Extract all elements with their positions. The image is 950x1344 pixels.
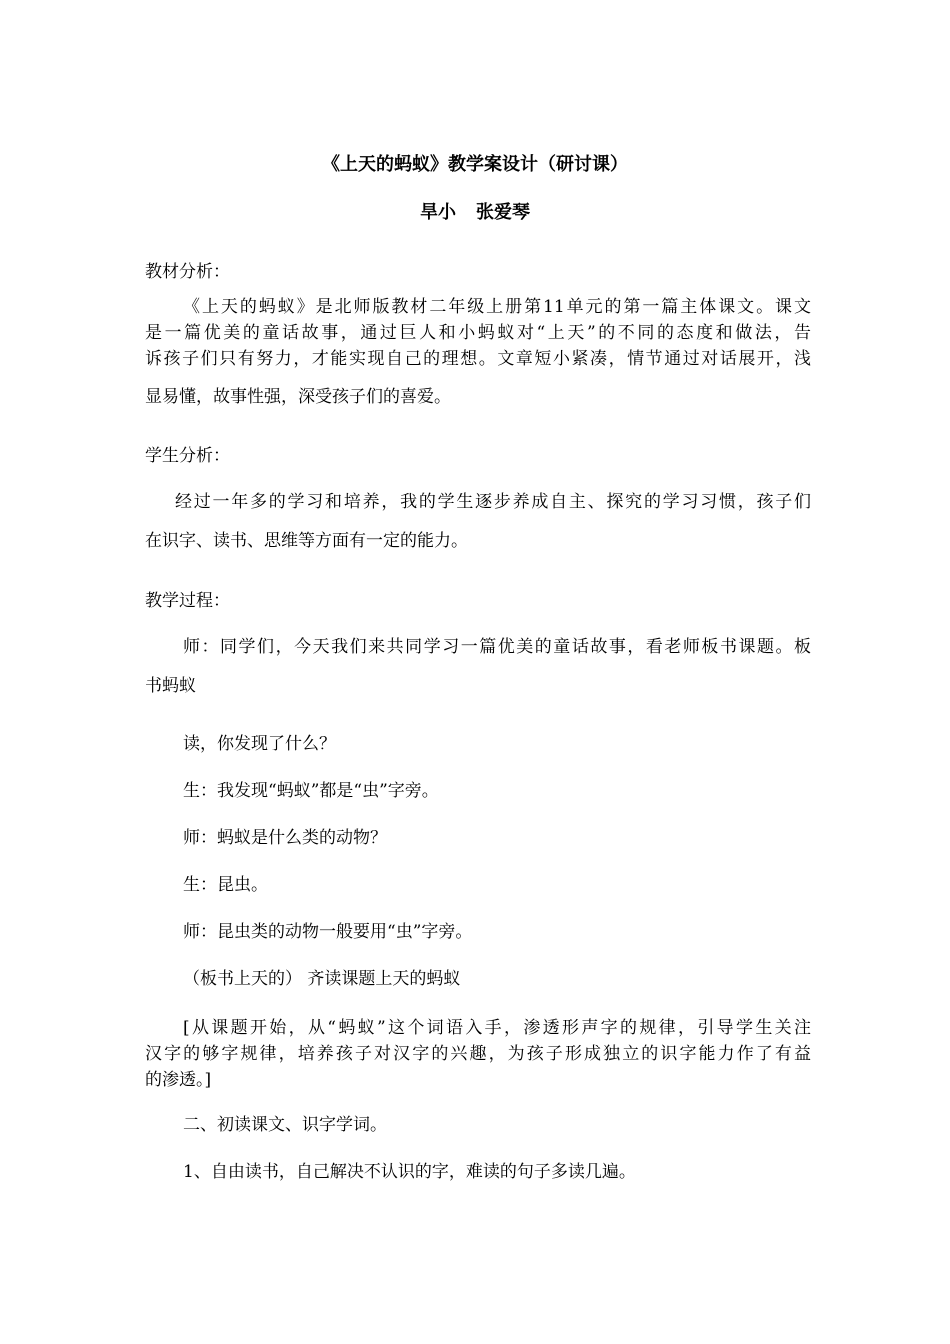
author-line — [0, 198, 950, 224]
dialogue-line: 师：蚂蚁是什么类的动物？ — [183, 828, 387, 848]
dialogue-line: 师：昆虫类的动物一般要用“虫”字旁。 — [183, 922, 473, 942]
paragraph-line: 在识字、读书、思维等方面有一定的能力。 — [145, 531, 468, 551]
note-line: 汉字的够字规律，培养孩子对汉字的兴趣，为孩子形成独立的识字能力作了有益 — [145, 1044, 811, 1064]
heading-teaching-process: 教学过程： — [145, 591, 230, 611]
paragraph-line: 经过一年多的学习和培养，我的学生逐步养成自主、探究的学习习惯，孩子们 — [175, 492, 811, 512]
section-two-heading: 二、初读课文、识字学词。 — [183, 1115, 387, 1135]
author-school: 旱小 — [420, 202, 456, 223]
note-line: 的渗透。] — [145, 1070, 212, 1090]
document-title: 《上天的蚂蚁》教学案设计（研讨课） — [322, 154, 628, 175]
dialogue-line: 生：昆虫。 — [183, 875, 268, 895]
author-name: 张爱琴 — [476, 202, 530, 223]
dialogue-line: 读，你发现了什么？ — [183, 734, 336, 754]
heading-student-analysis: 学生分析： — [145, 446, 230, 466]
paragraph-line: 书蚂蚁 — [145, 676, 196, 696]
note-line: [从课题开始，从“蚂蚁”这个词语入手，渗透形声字的规律，引导学生关注 — [183, 1018, 811, 1038]
paragraph-line: 《上天的蚂蚁》是北师版教材二年级上册第11单元的第一篇主体课文。课文 — [183, 297, 811, 317]
paragraph-line: 诉孩子们只有努力，才能实现自己的理想。文章短小紧凑，情节通过对话展开，浅 — [145, 349, 811, 369]
paragraph-line: 是一篇优美的童话故事，通过巨人和小蚂蚁对“上天”的不同的态度和做法，告 — [145, 323, 811, 343]
dialogue-line: 生：我发现“蚂蚁”都是“虫”字旁。 — [183, 781, 439, 801]
paragraph-line: 师：同学们，今天我们来共同学习一篇优美的童话故事，看老师板书课题。板 — [183, 637, 811, 657]
dialogue-line: （板书上天的） 齐读课题上天的蚂蚁 — [183, 969, 461, 989]
heading-material-analysis: 教材分析： — [145, 262, 230, 282]
step-one-line: 1、自由读书，自己解决不认识的字，难读的句子多读几遍。 — [183, 1162, 636, 1182]
paragraph-line: 显易懂，故事性强，深受孩子们的喜爱。 — [145, 387, 451, 407]
